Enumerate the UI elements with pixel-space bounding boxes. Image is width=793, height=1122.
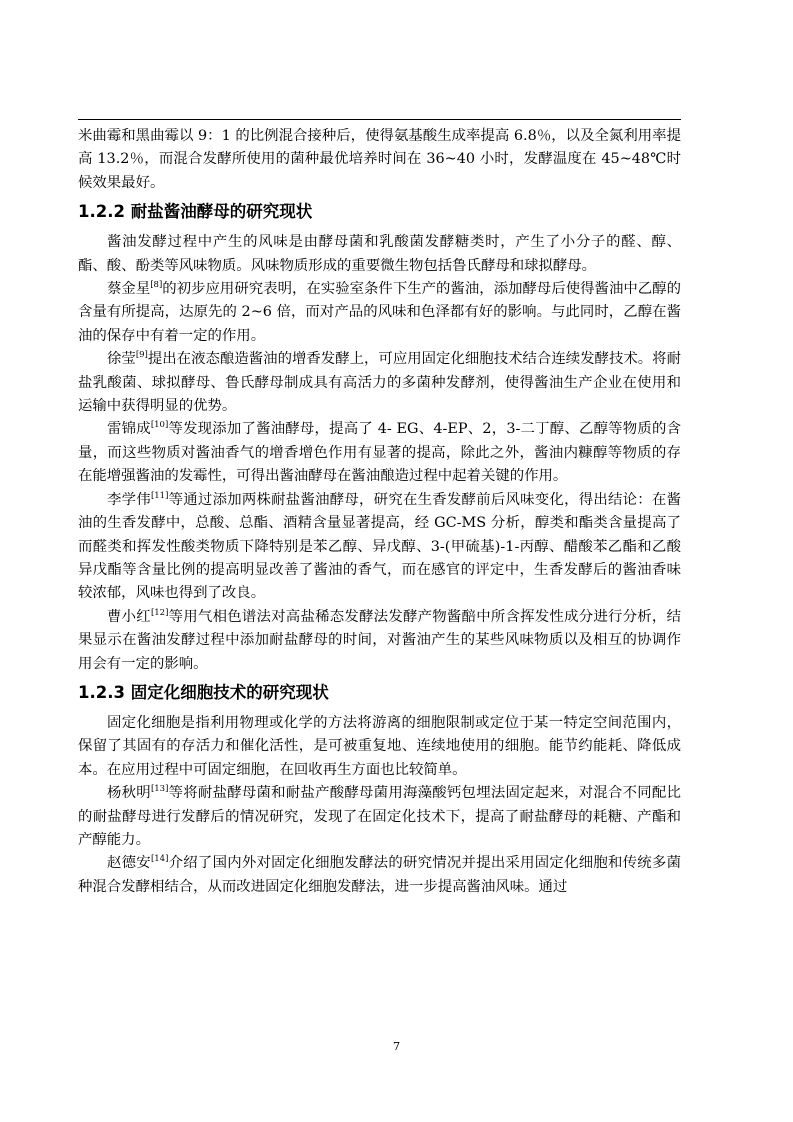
paragraph-text: 提出在液态酿造酱油的增香发酵上，可应用固定化细胞技术结合连续发酵技术。将耐盐乳酸菌、球拟酵母、鲁氏酵母制成具有高活力的多菌种发酵剂，使得酱油生产企业在使用和运输中获得明显的优势。 [78,351,681,415]
section-title: 固定化细胞技术的研究现状 [130,682,329,702]
citation-ref: [12] [150,607,169,618]
paragraph [78,489,681,606]
paragraph-text: 介绍了国内外对固定化细胞发酵法的研究情况并提出采用固定化细胞和传统多菌种混合发酵相结合，从而改进固定化细胞发酵法，进一步提高酱油风味。通过 [78,855,681,895]
citation-ref: [13] [150,784,169,795]
author-name: 雷锦成 [107,421,151,438]
citation-ref: [10] [150,420,169,431]
citation-ref: [8] [150,280,163,291]
page-number: 7 [392,1039,401,1053]
section-heading-1-2-2 [78,197,681,227]
paragraph [78,782,681,852]
section-title: 耐盐酱油酵母的研究现状 [130,202,313,222]
paragraph-text: 等将耐盐酵母菌和耐盐产酸酵母菌用海藻酸钙包埋法固定起来，对混合不同配比的耐盐酵母进行发酵后的情况研究，发现了在固定化技术下，提高了耐盐酵母的耗糖、产酯和产醇能力。 [78,785,681,848]
paragraph [78,852,681,899]
paragraph-text: 的初步应用研究表明，在实验室条件下生产的酱油，添加酵母后使得酱油中乙醇的含量有所提高，达原先的 2~6 倍，而对产品的风味和色泽都有好的影响。与此同时，乙醇在酱油的保存中有着一定的作用。 [78,281,681,344]
continued-paragraph: 米曲霉和黑曲霉以 9：1 的比例混合接种后，使得氨基酸生成率提高 6.8％，以及全氮利用率提高 13.2％，而混合发酵所使用的菌种最优培养时间在 36~40 小时，发酵温度在 45~48℃时候效果最好。 [78,128,681,191]
page-body [78,125,681,899]
paragraph [78,278,681,348]
citation-ref: [14] [150,854,169,865]
author-name: 李学伟 [107,491,151,508]
author-name: 赵德安 [107,855,151,872]
paragraph-text: 等用气相色谱法对高盐稀态发酵法发酵产物酱醅中所含挥发性成分进行分析，结果显示在酱油发酵过程中添加耐盐酵母的时间，对酱油产生的某些风味物质以及相互的协调作用会有一定的影响。 [78,608,681,672]
author-name: 曹小红 [107,608,151,625]
paragraph [78,348,681,418]
author-name: 蔡金星 [107,281,151,298]
paragraph-text: 等发现添加了酱油酵母，提高了 4- EG、4-EP、2，3-二丁醇、乙醇等物质的含量，而这些物质对酱油香气的增香增色作用有显著的提高，除此之外，酱油内糠醇等物质的存在能增强酱油的发霉性，可得出酱油酵母在酱油酿造过程中起着关键的作用。 [78,421,681,485]
paragraph [78,606,681,676]
author-name: 徐莹 [107,351,136,368]
citation-ref: [11] [150,490,169,501]
paragraph: 酱油发酵过程中产生的风味是由酵母菌和乳酸菌发酵糖类时，产生了小分子的醛、醇、酯、酸、酚类等风味物质。风味物质形成的重要微生物包括鲁氏酵母和球拟酵母。 [78,234,681,274]
header-rule [78,119,681,120]
author-name: 杨秋明 [107,785,151,802]
paragraph: 固定化细胞是指利用物理或化学的方法将游离的细胞限制或定位于某一特定空间范围内，保留了其固有的存活力和催化活性，是可被重复地、连续地使用的细胞。能节约能耗、降低成本。在应用过程中可固定细胞，在回收再生方面也比较简单。 [78,714,681,778]
paragraph [78,418,681,488]
section-heading-1-2-3 [78,678,681,708]
paragraph-text: 等通过添加两株耐盐酱油酵母，研究在生香发酵前后风味变化，得出结论：在酱油的生香发酵中，总酸、总酯、酒精含量显著提高，经 GC-MS 分析，醇类和酯类含量提高了而醛类和挥发性酸类物质下降特别是苯乙醇、异戊醇、3-(甲硫基)-1-丙醇、醋酸苯乙酯和乙酸异戊酯等含量比例的提高明显改善了酱油的香气，而在感官的评定中，生香发酵后的酱油香味较浓郁，风味也得到了改良。 [78,491,681,602]
section-number: 1.2.2 [78,202,125,222]
citation-ref: [9] [135,350,148,361]
section-number: 1.2.3 [78,682,125,702]
